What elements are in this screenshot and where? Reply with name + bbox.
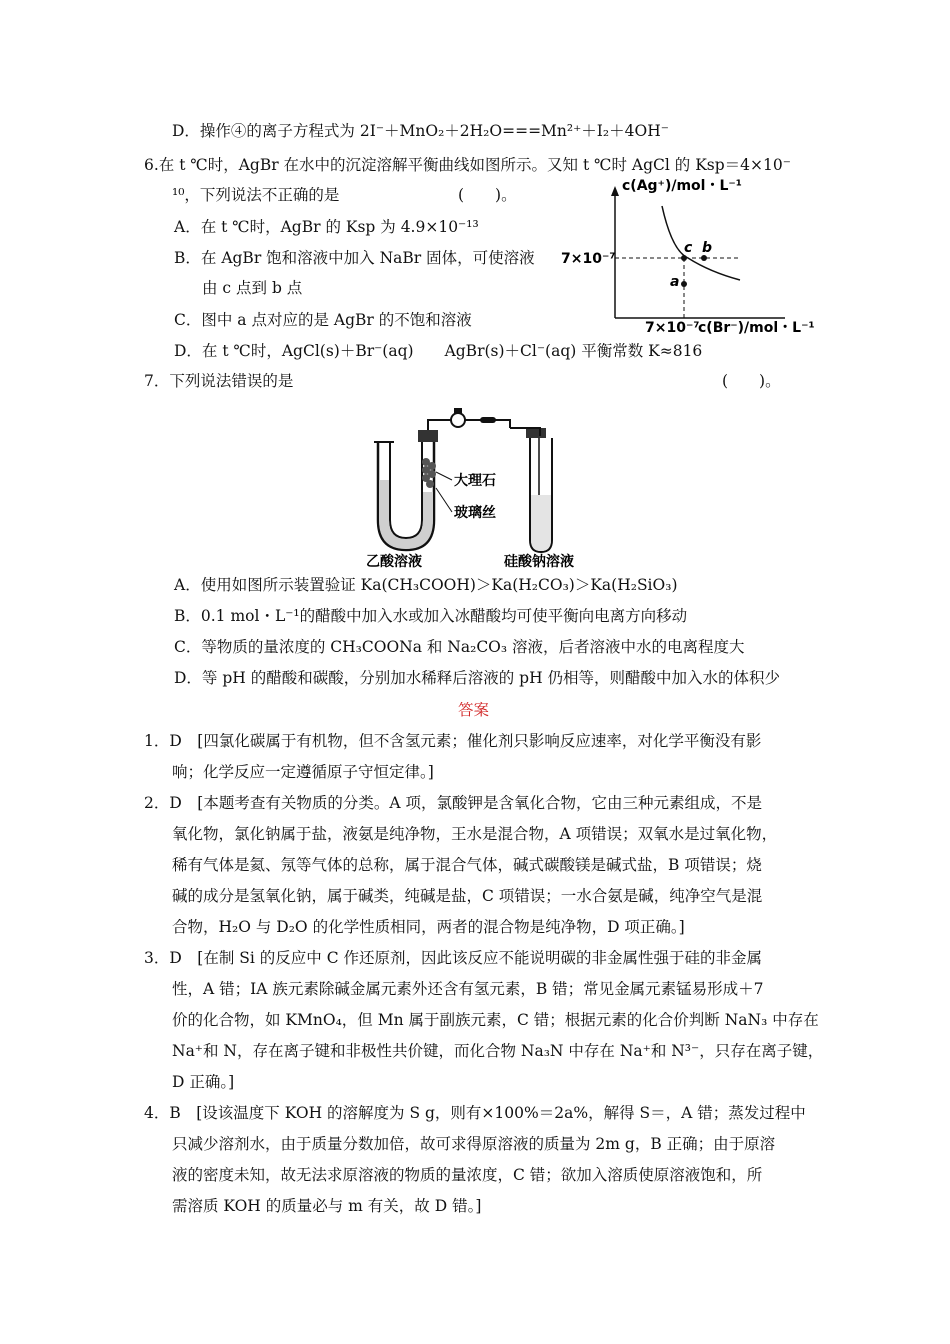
rubber-connector bbox=[480, 417, 496, 423]
answer-2-line3: 稀有气体是氦、氖等气体的总称，属于混合气体，碱式碳酸镁是碱式盐，B 项错误；烧 bbox=[172, 856, 762, 874]
u-tube-inner bbox=[390, 442, 422, 538]
answer-3-line4: Na⁺和 N，存在离子键和非极性共价键，而化合物 Na₃N 中存在 Na⁺和 N³⁻，只存在离子键， bbox=[172, 1042, 824, 1060]
chart-x-label: c(Br⁻)/mol・L⁻¹ bbox=[698, 320, 815, 336]
gas-tube bbox=[428, 420, 510, 430]
q7-answer-paren: ( )。 bbox=[722, 372, 781, 390]
q6-option-b-line2: 由 c 点到 b 点 bbox=[202, 279, 303, 297]
test-tube-stopper bbox=[526, 428, 546, 438]
label-acetic-acid: 乙酸溶液 bbox=[366, 554, 422, 570]
q7-option-b: B．0.1 mol・L⁻¹的醋酸中加入水或加入冰醋酸均可使平衡向电离方向移动 bbox=[174, 607, 688, 625]
q6-option-b-line1: B．在 AgBr 饱和溶液中加入 NaBr 固体，可使溶液 bbox=[174, 249, 535, 267]
answer-2-line1: 2．D [本题考查有关物质的分类。A 项，氯酸钾是含氧化合物，它由三种元素组成，不是 bbox=[144, 794, 762, 812]
q7-option-a: A．使用如图所示装置验证 Ka(CH₃COOH)＞Ka(H₂CO₃)＞Ka(H₂SiO₃) bbox=[174, 576, 678, 594]
answers-title: 答案 bbox=[458, 701, 490, 719]
answer-2-line4: 碱的成分是氢氧化钠，属于碱类，纯碱是盐，C 项错误；一水合氨是碱，纯净空气是混 bbox=[172, 887, 763, 905]
answer-3-line3: 价的化合物，如 KMnO₄，但 Mn 属于副族元素，C 错；根据元素的化合价判断 NaN₃ 中存在 bbox=[172, 1011, 819, 1029]
point-b-label: b bbox=[702, 240, 713, 256]
label-sodium-silicate: 硅酸钠溶液 bbox=[504, 554, 574, 570]
marble-chips bbox=[422, 458, 436, 488]
q6-option-c: C．图中 a 点对应的是 AgBr 的不饱和溶液 bbox=[174, 311, 472, 329]
chart-x-tick: 7×10⁻⁷ bbox=[645, 320, 700, 336]
point-c-label: c bbox=[684, 240, 693, 256]
q6-option-a: A．在 t ℃时，AgBr 的 Ksp 为 4.9×10⁻¹³ bbox=[174, 218, 479, 236]
q6-answer-paren: ( )。 bbox=[458, 186, 517, 204]
answer-1-line1: 1．D [四氯化碳属于有机物，但不含氢元素；催化剂只影响反应速率，对化学平衡没有影 bbox=[144, 732, 762, 750]
q6-stem-line2: ¹⁰，下列说法不正确的是 bbox=[172, 186, 340, 204]
answer-4-line2: 只减少溶剂水，由于质量分数加倍，故可求得原溶液的质量为 2m g，B 正确；由于原溶 bbox=[172, 1135, 776, 1153]
u-tube-stopper bbox=[418, 430, 438, 442]
answer-4-line1: 4．B [设该温度下 KOH 的溶解度为 S g，则有×100%＝2a%，解得 S＝，A 错；蒸发过程中 bbox=[144, 1104, 806, 1122]
q7-stem: 7．下列说法错误的是 bbox=[144, 372, 294, 390]
point-a-dot bbox=[681, 281, 687, 287]
stopcock-handle bbox=[454, 408, 462, 414]
equilibrium-curve bbox=[662, 206, 740, 280]
point-a-label: a bbox=[670, 274, 680, 290]
silicate-liquid bbox=[531, 495, 551, 551]
answer-3-line2: 性，A 错；ⅠA 族元素除碱金属元素外还含有氢元素，B 错；常见金属元素锰易形成＋7 bbox=[172, 980, 764, 998]
acidity-apparatus-diagram bbox=[360, 400, 610, 570]
answer-4-line4: 需溶质 KOH 的质量必与 m 有关，故 D 错。] bbox=[172, 1197, 482, 1215]
q7-option-c: C．等物质的量浓度的 CH₃COONa 和 Na₂CO₃ 溶液，后者溶液中水的电离程度大 bbox=[174, 638, 745, 656]
stopcock bbox=[451, 413, 465, 427]
label-marble: 大理石 bbox=[454, 473, 496, 489]
answer-2-line5: 合物，H₂O 与 D₂O 的化学性质相同，两者的混合物是纯净物，D 项正确。] bbox=[172, 918, 685, 936]
answer-1-line2: 响；化学反应一定遵循原子守恒定律。] bbox=[172, 763, 434, 781]
q6-stem-line1: 6.在 t ℃时，AgBr 在水中的沉淀溶解平衡曲线如图所示。又知 t ℃时 AgCl 的 Ksp＝4×10⁻ bbox=[144, 156, 791, 174]
q5-option-d: D．操作④的离子方程式为 2I⁻＋MnO₂＋2H₂O===Mn²⁺＋I₂＋4OH⁻ bbox=[172, 122, 669, 140]
chart-y-label: c(Ag⁺)/mol・L⁻¹ bbox=[622, 178, 742, 194]
answer-3-line1: 3．D [在制 Si 的反应中 C 作还原剂，因此该反应不能说明碳的非金属性强于硅的非金属 bbox=[144, 949, 762, 967]
answer-3-line5: D 正确。] bbox=[172, 1073, 235, 1091]
y-axis-arrow bbox=[611, 186, 619, 196]
label-pointers bbox=[436, 472, 452, 512]
q6-option-d: D．在 t ℃时，AgCl(s)＋Br⁻(aq) AgBr(s)＋Cl⁻(aq) 平衡常数 K≈816 bbox=[174, 342, 703, 360]
answer-2-line2: 氧化物，氯化钠属于盐，液氨是纯净物，王水是混合物，A 项错误；双氧水是过氧化物， bbox=[172, 825, 778, 843]
label-glass-wool: 玻璃丝 bbox=[454, 505, 496, 521]
chart-y-tick: 7×10⁻⁷ bbox=[561, 251, 616, 267]
agbr-solubility-chart bbox=[560, 176, 815, 336]
answer-4-line3: 液的密度未知，故无法求原溶液的物质的量浓度，C 错；欲加入溶质使原溶液饱和，所 bbox=[172, 1166, 763, 1184]
q7-option-d: D．等 pH 的醋酸和碳酸，分别加水稀释后溶液的 pH 仍相等，则醋酸中加入水的体积少 bbox=[174, 669, 781, 687]
